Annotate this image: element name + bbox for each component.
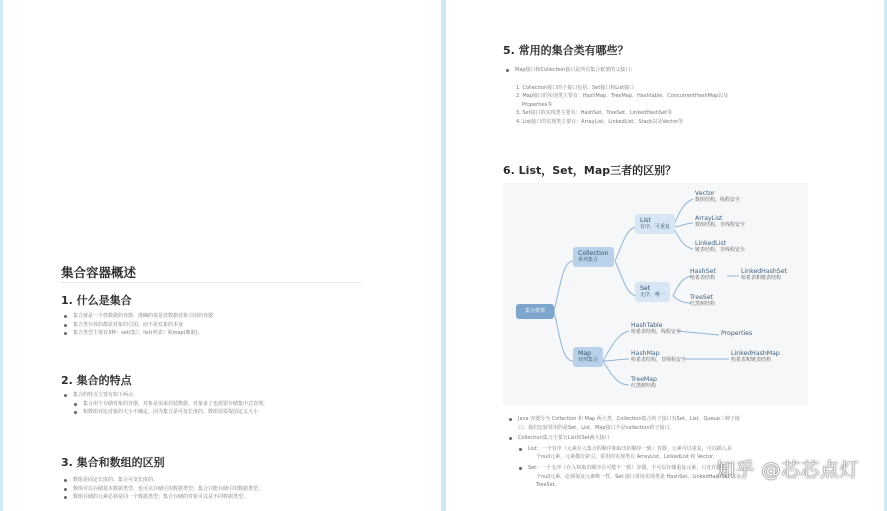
mindmap-root: 集合框架 [516,304,554,319]
node-hashmap [631,350,686,364]
section-2-heading: 2. 集合的特点 [61,374,132,387]
node-sub: 数组结构，线程安全 [695,197,741,203]
list-item: Set：一个无序（存入和取出顺序有可能不一致）容器，不可以存储重复元素，只允许存入一 [506,464,741,473]
list-item: List：一个有序（元素存入集合的顺序和取出的顺序一致）容器，元素可以重复，可以插入多 [506,445,741,454]
section-6-list [506,415,741,490]
section-6-heading: 6. List，Set，Map三者的区别？ [503,164,677,177]
node-title: Map [578,350,592,357]
node-title: HashTable [631,322,663,329]
section-5-bullet [503,66,635,75]
node-properties [721,330,752,337]
list-item: 集合就是一个放数据的容器，准确的说是放数据对象引用的容器 [61,312,213,321]
node-set [635,282,670,302]
title-rule [61,282,361,283]
node-list [635,214,675,234]
node-title: ArrayList [695,215,723,222]
list-item: 数组可以存储基本数据类型，也可以存储引用数据类型；集合只能存储引用数据类型。 [61,485,263,494]
document-title: 集合容器概述 [61,265,137,280]
node-title: Properties [721,330,753,337]
node-sub: 哈希表结构，非线程安全 [631,357,687,363]
node-sub: 红黑树结构 [690,301,716,307]
node-sub: 链表结构，非线程安全 [695,247,746,253]
node-sub: 红黑树结构 [631,383,657,389]
list-item: 集合用于存储对象的容器，对象是用来封装数据，对象多了也需要存储集中式管理。 [61,400,268,409]
node-hashtable [631,322,681,336]
list-item: Collection集合主要有List和Set两大接口 [506,434,741,443]
node-sub: 数组结构，非线程安全 [695,222,746,228]
list-item: 集合的特点主要有如下两点： [61,391,268,400]
node-sub: 单列集合 [578,257,599,263]
node-arraylist [695,215,745,229]
node-title: Vector [695,190,715,197]
section-3-list [61,476,263,502]
list-item: 3. Set接口的实现类主要有：HashSet、TreeSet、LinkedHashSet等 [516,110,673,117]
node-title: LinkedList [695,240,727,247]
node-treemap [631,376,657,390]
node-sub: 有序，可重复 [640,224,671,230]
list-item: 个null元素，必须保证元素唯一性。Set 接口常用实现类是 HashSet、LinkedHashSet 以及 [536,473,742,480]
node-map [573,347,603,367]
list-item: Properties等 [522,101,553,108]
list-item: 口。我们比较常用的是Set、List，Map接口不是collection的子接口。 [518,424,675,431]
node-title: Set [640,285,651,292]
collection-mindmap [503,183,808,405]
list-item: Java 容器分为 Collection 和 Map 两大类，Collection集合的子接口有Set、List、Queue三种子接 [506,415,741,424]
node-sub: 哈希表结构，线程安全 [631,329,682,335]
watermark: 知乎 @芯芯点灯 [715,459,859,481]
list-item: TreeSet。 [536,482,560,489]
node-title: List [640,217,651,224]
node-title: TreeSet [690,294,714,301]
node-collection [573,247,614,267]
section-1-list [61,312,213,338]
list-item: 数组存储的元素必须是同一个数据类型；集合存储的对象可以是不同数据类型。 [61,493,263,502]
node-linkedhashset [741,268,787,282]
node-sub: 哈希表和链表结构 [731,357,772,363]
node-title: TreeMap [631,376,657,383]
node-title: Collection [578,250,609,257]
node-treeset [690,294,715,308]
node-sub: 双列集合 [578,357,599,363]
node-sub: 无序，唯一 [640,292,666,298]
node-linkedlist [695,240,745,254]
left-page [3,0,441,511]
list-item: 和数组对比对象的大小不确定。因为集合是可变长度的。数组需要提前定义大小 [61,408,268,417]
list-item: 个null元素，元素都有索引。常用的实现类有 ArrayList、LinkedList 和 Vector。 [536,454,719,461]
list-item: 1. Collection接口的子接口包括：Set接口和List接口 [516,85,635,91]
section-2-list [61,391,268,417]
right-page [446,0,884,511]
node-title: LinkedHashMap [731,350,780,357]
list-item: Map接口和Collection接口是所有集合框架的父接口： [503,66,635,75]
node-title: LinkedHashSet [741,268,787,275]
section-1-heading: 1. 什么是集合 [61,294,132,307]
node-sub: 哈希表结构 [690,275,716,281]
section-5-list [516,84,728,126]
section-3-heading: 3. 集合和数组的区别 [61,456,165,469]
list-item: 4. List接口的实现类主要有：ArrayList、LinkedList、Stack以及Vector等 [516,118,684,125]
node-title: HashMap [631,350,660,357]
node-linkedhashmap [731,350,780,364]
list-item: 数组是固定长度的；集合可变长度的。 [61,476,263,485]
node-hashset [690,268,716,282]
node-sub: 哈希表和链表结构 [741,275,782,281]
node-title: HashSet [690,268,716,275]
node-vector [695,190,740,204]
list-item: 2. Map接口的实现类主要有：HashMap、TreeMap、Hashtable、ConcurrentHashMap以及 [516,93,729,100]
list-item: 集合类型主要有3种：set(集）、list(列表）和map(映射)。 [61,329,213,338]
section-5-heading: 5. 常用的集合类有哪些？ [503,44,629,57]
list-item: 集合类存放的都是对象的引用，而不是对象的本身 [61,321,213,330]
